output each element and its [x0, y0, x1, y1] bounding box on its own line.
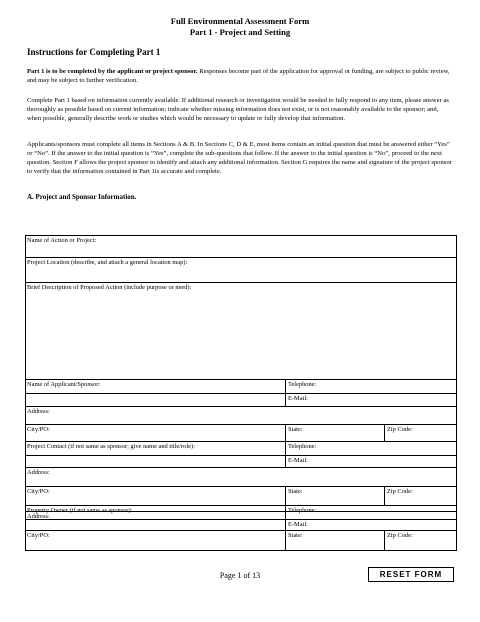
contact-state-label: State:: [288, 488, 303, 495]
name-of-action-label: Name of Action or Project:: [27, 237, 97, 244]
applicant-telephone-label: Telephone:: [288, 381, 317, 388]
project-location-field[interactable]: [25, 258, 457, 283]
project-location-row[interactable]: [25, 257, 457, 283]
contact-address-label: Address:: [27, 469, 50, 476]
property-owner-label: Property Owner (if not same as sponsor):: [27, 507, 133, 514]
instructions-paragraph-3: Applicants/sponsors must complete all items in Sections A & B. In Sections C, D & E, most items contain an initial question that must be answered either “Yes” or “No”. If the answer to the initial question is “Yes”, complete the sub-questions that follow. If the answer to the initial question is “No”, proceed to the next question. Section F allows the project sponsor to identify and attach any additional information. Section G requires the name and signature of the project sponsor to verify that the information contained in Part 1is accurate and complete.: [27, 141, 452, 175]
form-subtitle: Part 1 - Project and Setting: [189, 27, 291, 37]
owner-city-label: City/PO:: [27, 532, 50, 539]
applicant-state-field[interactable]: [285, 425, 384, 442]
applicant-name-field[interactable]: [25, 380, 285, 394]
contact-telephone-label: Telephone:: [288, 443, 317, 450]
form-title: Full Environmental Assessment Form: [170, 16, 310, 26]
contact-zip-label: Zip Code:: [387, 488, 413, 495]
owner-zip-label: Zip Code:: [387, 532, 413, 539]
applicant-address-label: Address:: [27, 408, 50, 415]
contact-city-row[interactable]: [25, 486, 457, 506]
owner-state-field[interactable]: [285, 531, 384, 550]
instructions-paragraph-2: Complete Part 1 based on information currently available. If additional research or investigation would be needed to fully respond to any item, please answer as thoroughly as possible based on current information; indicate whether missing information does not exist, or is not reasonably available to the sponsor; and, when possible, generally describe work or studies which would be necessary to update or fully develop that information.: [27, 97, 449, 122]
contact-city-label: City/PO:: [27, 488, 50, 495]
brief-description-label: Brief Description of Proposed Action (include purpose or need):: [27, 284, 192, 291]
applicant-telephone-field[interactable]: [285, 380, 457, 394]
applicant-zip-label: Zip Code:: [387, 426, 413, 433]
contact-telephone-field[interactable]: [285, 442, 457, 456]
owner-address-field[interactable]: [25, 512, 457, 531]
owner-city-row[interactable]: [25, 530, 457, 551]
owner-address-label: Address:: [27, 513, 50, 520]
applicant-city-field[interactable]: [25, 425, 285, 442]
instructions-paragraph-1: [27, 68, 453, 86]
section-a-title: A. Project and Sponsor Information.: [27, 193, 137, 201]
applicant-city-label: City/PO:: [27, 426, 50, 433]
owner-telephone-label: Telephone:: [288, 507, 317, 514]
brief-description-field[interactable]: [25, 283, 457, 380]
contact-email-label: E-Mail:: [288, 457, 308, 464]
owner-state-label: State:: [288, 532, 303, 539]
contact-address-field[interactable]: [25, 468, 457, 487]
project-contact-label: Project Contact (if not same as sponsor; give name and title/role):: [27, 443, 195, 450]
contact-zip-field[interactable]: [384, 487, 457, 506]
instructions-p1-rest: Responses become part of the application for approval or funding, are subject to public review, and may be subject to further verification.: [27, 68, 450, 84]
applicant-email-row[interactable]: [25, 393, 457, 407]
owner-zip-field[interactable]: [384, 531, 457, 550]
contact-address-row[interactable]: [25, 467, 457, 487]
name-of-action-field[interactable]: [25, 236, 457, 258]
applicant-name-row[interactable]: [25, 379, 457, 394]
owner-city-field[interactable]: [25, 531, 285, 550]
page-number: Page 1 of 13: [219, 571, 261, 580]
project-contact-field[interactable]: [25, 442, 285, 456]
reset-form-button[interactable]: RESET FORM: [368, 567, 454, 582]
name-of-action-row[interactable]: [25, 235, 457, 258]
contact-state-field[interactable]: [285, 487, 384, 506]
applicant-zip-field[interactable]: [384, 425, 457, 442]
owner-email-label: E-Mail:: [288, 521, 308, 528]
applicant-city-row[interactable]: [25, 424, 457, 442]
applicant-address-field[interactable]: [25, 407, 457, 425]
project-location-label: Project Location (describe, and attach a general location map):: [27, 259, 188, 266]
instructions-p1-bold: Part 1 is to be completed by the applicant or project sponsor.: [27, 68, 198, 75]
contact-city-field[interactable]: [25, 487, 285, 506]
project-contact-row[interactable]: [25, 441, 457, 456]
applicant-name-label: Name of Applicant/Sponsor:: [27, 381, 101, 388]
owner-address-row[interactable]: [25, 511, 457, 531]
applicant-address-row[interactable]: [25, 406, 457, 425]
applicant-email-label: E-Mail:: [288, 395, 308, 402]
brief-description-row[interactable]: [25, 282, 457, 380]
applicant-state-label: State:: [288, 426, 303, 433]
instructions-heading: Instructions for Completing Part 1: [27, 47, 161, 57]
